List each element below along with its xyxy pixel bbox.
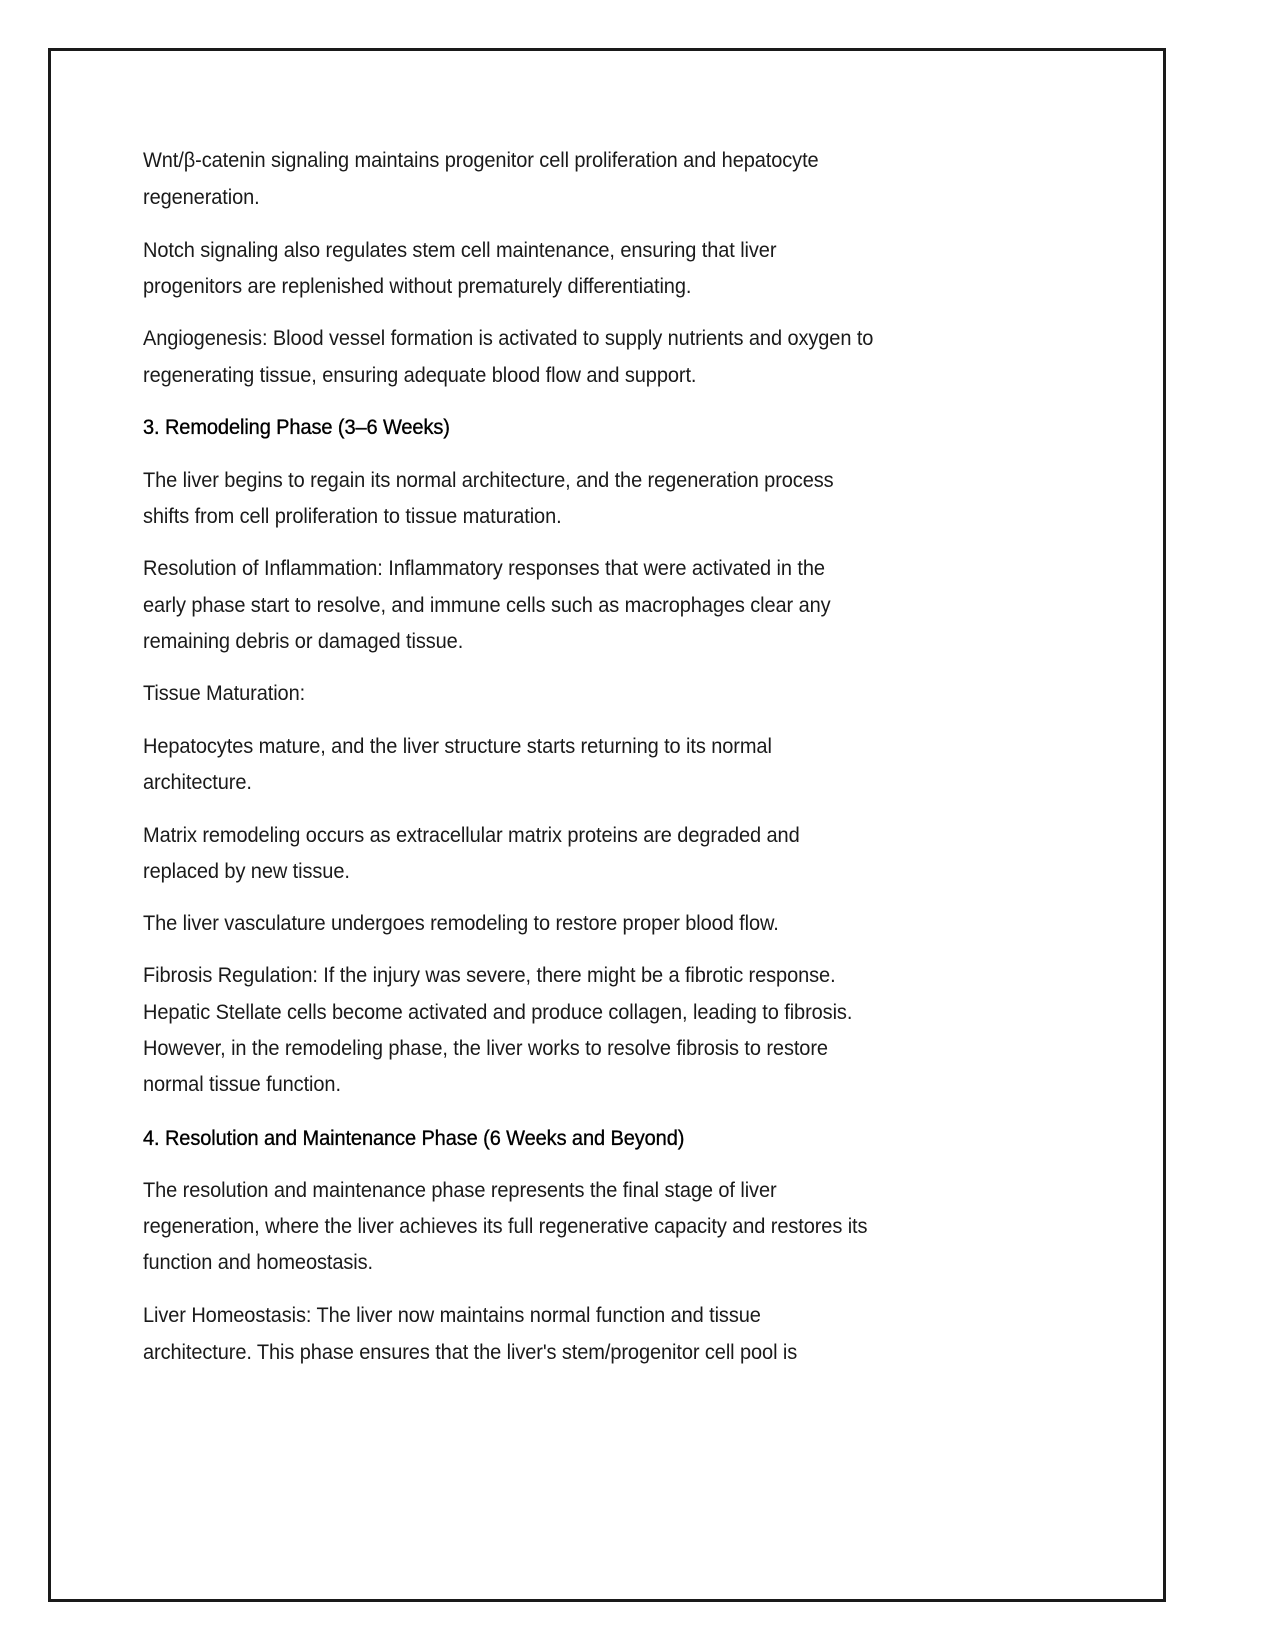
paragraph-line: Hepatic Stellate cells become activated and produce collagen, leading to fibrosis. (143, 1000, 853, 1024)
paragraph-line: regenerating tissue, ensuring adequate blood flow and support. (143, 363, 697, 387)
paragraph-line: The liver vasculature undergoes remodeling to restore proper blood flow. (143, 911, 779, 935)
paragraph-line: remaining debris or damaged tissue. (143, 629, 464, 653)
paragraph-line: Notch signaling also regulates stem cell maintenance, ensuring that liver (143, 238, 777, 262)
paragraph-line: However, in the remodeling phase, the liver works to resolve fibrosis to restore (143, 1036, 828, 1060)
paragraph-line: normal tissue function. (143, 1072, 341, 1096)
paragraph-line: Liver Homeostasis: The liver now maintains normal function and tissue (143, 1303, 761, 1327)
paragraph-line: early phase start to resolve, and immune cells such as macrophages clear any (143, 593, 831, 617)
paragraph-line: shifts from cell proliferation to tissue maturation. (143, 504, 562, 528)
paragraph-line: function and homeostasis. (143, 1250, 373, 1274)
section-heading: 3. Remodeling Phase (3–6 Weeks) (143, 415, 450, 439)
paragraph-line: Fibrosis Regulation: If the injury was severe, there might be a fibrotic response. (143, 963, 836, 987)
paragraph-line: The resolution and maintenance phase represents the final stage of liver (143, 1178, 777, 1202)
paragraph-line: architecture. (143, 770, 252, 794)
paragraph-line: Hepatocytes mature, and the liver structure starts returning to its normal (143, 734, 772, 758)
paragraph-line: regeneration, where the liver achieves its full regenerative capacity and restores its (143, 1214, 868, 1238)
paragraph-line: architecture. This phase ensures that the liver's stem/progenitor cell pool is (143, 1340, 798, 1364)
paragraph-line: regeneration. (143, 185, 260, 209)
section-heading: 4. Resolution and Maintenance Phase (6 Weeks and Beyond) (143, 1126, 685, 1150)
paragraph-line: Wnt/β-catenin signaling maintains progenitor cell proliferation and hepatocyte (143, 148, 819, 172)
paragraph-line: replaced by new tissue. (143, 859, 350, 883)
paragraph-line: Tissue Maturation: (143, 681, 306, 705)
paragraph-line: Angiogenesis: Blood vessel formation is activated to supply nutrients and oxygen to (143, 326, 874, 350)
paragraph-line: The liver begins to regain its normal architecture, and the regeneration process (143, 468, 834, 492)
paragraph-line: progenitors are replenished without prematurely differentiating. (143, 274, 692, 298)
paragraph-line: Resolution of Inflammation: Inflammatory responses that were activated in the (143, 556, 825, 580)
paragraph-line: Matrix remodeling occurs as extracellular matrix proteins are degraded and (143, 823, 800, 847)
